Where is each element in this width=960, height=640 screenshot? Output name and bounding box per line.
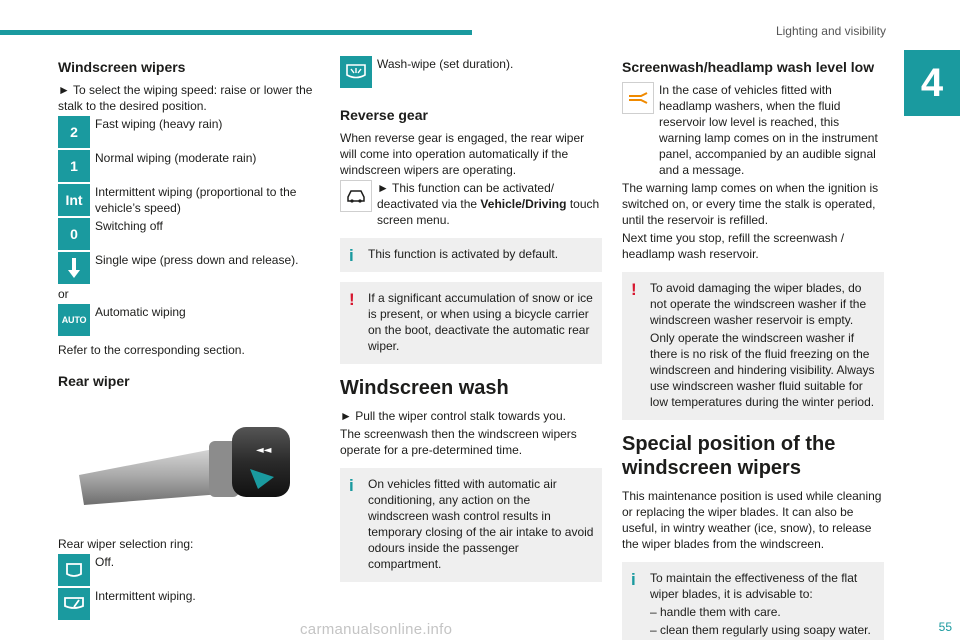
wiper-item: [58, 218, 320, 250]
down-arrow-icon: [58, 252, 90, 284]
note-text: On vehicles fitted with automatic air conditioning, any action on the windscreen wash control results in temporary closing of the air intake to avoid odours inside the passenger compartment.: [368, 477, 594, 571]
wiper-item: [58, 184, 320, 216]
wiper-item: [58, 304, 320, 336]
info-icon: i: [349, 246, 354, 265]
warning-icon: !: [631, 280, 637, 299]
windscreen-wash-heading: Windscreen wash: [340, 377, 509, 399]
note-text: If a significant accumulation of snow or ice is present, or when using a bicycle carrier on the boot, deactivate the automatic rear wiper.: [368, 291, 593, 353]
note-list-item: – handle them with care.: [650, 605, 781, 619]
rear-wiper-item: [58, 554, 320, 586]
activation-tail: touch screen menu.: [377, 197, 600, 227]
wiper-speed-1-icon: 1: [58, 150, 90, 182]
auto-wiper-icon: AUTO: [58, 304, 90, 336]
washwipe-item: [340, 56, 602, 88]
chapter-tab: 4: [904, 50, 960, 116]
wash-wipe-icon: [340, 56, 372, 88]
wiper-item: [58, 150, 320, 182]
wiper-item-text: Intermittent wiping (proportional to the vehicle’s speed): [95, 185, 297, 215]
rear-wiper-off-icon: [58, 554, 90, 586]
wash-text: The screenwash then the windscreen wipers operate for a pre-determined time.: [340, 427, 577, 457]
level-p2: The warning lamp comes on when the ignition is switched on, or every time the stalk is operated, until the reservoir is refilled.: [622, 181, 879, 227]
washwipe-text: Wash-wipe (set duration).: [377, 57, 514, 71]
info-icon: i: [631, 570, 636, 589]
wiper-item-text: Normal wiping (moderate rain): [95, 151, 257, 165]
special-text: This maintenance position is used while cleaning or replacing the wiper blades. It can also be useful, in wintry weather (ice, snow), to release the wiper blades from the windscreen.: [622, 489, 882, 551]
warning-note: [340, 282, 602, 364]
warning-note: [622, 272, 884, 420]
note-text: Only operate the windscreen washer if there is no risk of the fluid freezing on the windscreen and hindering visibility. Always use windscreen washer fluid suitable for low temperatures during the winter period.: [650, 331, 875, 409]
section-title: Lighting and visibility: [775, 24, 886, 38]
wipers-intro: ► To select the wiping speed: raise or lower the stalk to the desired position.: [58, 83, 313, 113]
note-list-item: – clean them regularly using soapy water.: [650, 623, 871, 637]
note-text: To maintain the effectiveness of the flat wiper blades, it is advisable to:: [650, 571, 858, 601]
page-number: 55: [938, 620, 952, 634]
menu-name: Vehicle/Driving: [480, 197, 567, 211]
reverse-text: When reverse gear is engaged, the rear wiper will come into operation automatically if the windscreen wipers are operating.: [340, 131, 585, 177]
ring-label: Rear wiper selection ring:: [58, 537, 194, 551]
watermark: carmanualsonline.info: [300, 621, 453, 638]
wiper-intermittent-icon: Int: [58, 184, 90, 216]
rear-wiper-item-text: Intermittent wiping.: [95, 589, 196, 603]
column-1: [58, 56, 320, 622]
wiper-speed-2-icon: 2: [58, 116, 90, 148]
svg-text:◄◄: ◄◄: [256, 445, 272, 456]
activation-lead: ► This function can be activated/ deactivated via the: [377, 181, 555, 211]
rear-wiper-intermittent-icon: [58, 588, 90, 620]
info-note: [340, 238, 602, 272]
wipers-heading: Windscreen wipers: [58, 59, 186, 75]
or-label: or: [58, 287, 69, 301]
activation-text: [372, 180, 602, 228]
level-low-text: In the case of vehicles fitted with headlamp washers, when the fluid reservoir low level is reached, this warning lamp comes on in the instrument panel, accompanied by an audible signal and a message.: [659, 83, 878, 177]
car-icon: [340, 180, 372, 212]
note-text: This function is activated by default.: [368, 247, 559, 261]
refer-text: Refer to the corresponding section.: [58, 343, 245, 357]
reverse-gear-heading: Reverse gear: [340, 107, 428, 123]
wiper-off-icon: 0: [58, 218, 90, 250]
wiper-item-text: Switching off: [95, 219, 163, 233]
washer-level-warning-icon: [622, 82, 654, 114]
info-note: [340, 468, 602, 582]
reverse-activation: [340, 180, 602, 228]
level-p3: Next time you stop, refill the screenwash / headlamp wash reservoir.: [622, 231, 845, 261]
rear-wiper-item: [58, 588, 320, 620]
rear-wiper-heading: Rear wiper: [58, 373, 130, 389]
column-3: [622, 56, 884, 640]
info-icon: i: [349, 476, 354, 495]
level-low-heading: Screenwash/headlamp wash level low: [622, 59, 875, 75]
level-low-item: [622, 82, 884, 178]
wiper-item-text: Fast wiping (heavy rain): [95, 117, 223, 131]
header-accent-bar: [0, 30, 472, 35]
wiper-item: [58, 252, 320, 284]
column-2: [340, 56, 602, 592]
info-note: [622, 562, 884, 640]
note-text: To avoid damaging the wiper blades, do not operate the windscreen washer if the windscreen washer reservoir is empty.: [650, 281, 867, 327]
wiper-stalk-illustration: [58, 412, 320, 522]
wiper-item-text: Automatic wiping: [95, 305, 186, 319]
wiper-item-text: Single wipe (press down and release).: [95, 253, 299, 267]
rear-wiper-item-text: Off.: [95, 555, 115, 569]
wiper-item: [58, 116, 320, 148]
special-position-heading: Special position of the windscreen wipers: [622, 433, 836, 479]
wash-step: ► Pull the wiper control stalk towards you.: [340, 409, 566, 423]
warning-icon: !: [349, 290, 355, 309]
